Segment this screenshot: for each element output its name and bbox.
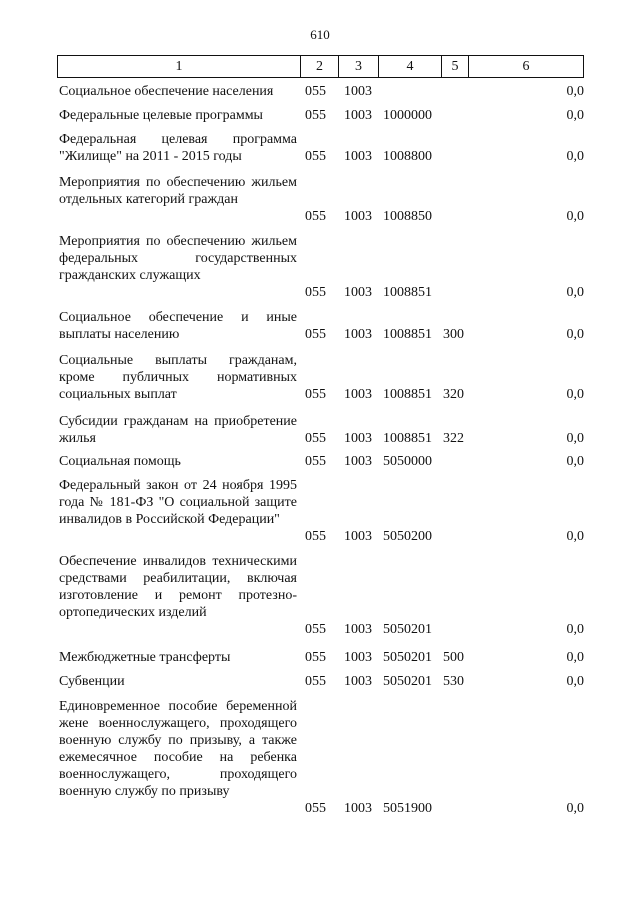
row-col-2: 055 bbox=[305, 431, 326, 446]
row-col-3: 1003 bbox=[344, 454, 372, 469]
header-col-4: 4 bbox=[379, 56, 442, 78]
row-col-6: 0,0 bbox=[566, 327, 584, 342]
row-col-3: 1003 bbox=[344, 622, 372, 637]
row-col-4: 1008800 bbox=[383, 149, 432, 164]
row-name: Единовременное пособие беременной жене военнослужащего, проходящего военную службу по призыву, а также ежемесячное пособие на ребенка военнослужащего, проходящего военную службу по призыву bbox=[59, 699, 297, 799]
table-row bbox=[0, 649, 640, 666]
table-row bbox=[0, 553, 640, 638]
row-col-3: 1003 bbox=[344, 650, 372, 665]
row-col-6: 0,0 bbox=[566, 529, 584, 544]
row-col-6: 0,0 bbox=[566, 674, 584, 689]
row-col-4: 5051900 bbox=[383, 801, 432, 816]
row-col-3: 1003 bbox=[344, 387, 372, 402]
page-number: 610 bbox=[310, 27, 330, 42]
column-header-table bbox=[57, 55, 584, 78]
table-row bbox=[0, 233, 640, 301]
row-col-3: 1003 bbox=[344, 209, 372, 224]
row-name: Субвенции bbox=[59, 674, 125, 689]
row-col-6: 0,0 bbox=[566, 149, 584, 164]
header-col-6: 6 bbox=[469, 56, 584, 78]
header-col-2: 2 bbox=[301, 56, 339, 78]
table-row bbox=[0, 107, 640, 124]
row-col-6: 0,0 bbox=[566, 84, 584, 99]
row-col-6: 0,0 bbox=[566, 622, 584, 637]
row-name: Обеспечение инвалидов техническими средствами реабилитации, включая изготовление и ремонт протезно-ортопедических изделий bbox=[59, 554, 297, 620]
row-col-2: 055 bbox=[305, 209, 326, 224]
row-col-4: 5050200 bbox=[383, 529, 432, 544]
row-col-2: 055 bbox=[305, 454, 326, 469]
row-col-4: 5050201 bbox=[383, 674, 432, 689]
row-col-4: 1008851 bbox=[383, 387, 432, 402]
row-name: Федеральные целевые программы bbox=[59, 108, 263, 123]
table-row bbox=[0, 413, 640, 447]
row-col-2: 055 bbox=[305, 529, 326, 544]
row-col-6: 0,0 bbox=[566, 285, 584, 300]
row-col-3: 1003 bbox=[344, 674, 372, 689]
table-row bbox=[0, 673, 640, 690]
table-row bbox=[0, 83, 640, 100]
row-col-4: 1008851 bbox=[383, 431, 432, 446]
row-col-3: 1003 bbox=[344, 431, 372, 446]
row-col-2: 055 bbox=[305, 650, 326, 665]
row-col-3: 1003 bbox=[344, 327, 372, 342]
row-col-2: 055 bbox=[305, 285, 326, 300]
row-name: Межбюджетные трансферты bbox=[59, 650, 231, 665]
row-col-4: 5050201 bbox=[383, 650, 432, 665]
row-col-3: 1003 bbox=[344, 801, 372, 816]
table-row bbox=[0, 131, 640, 165]
row-col-2: 055 bbox=[305, 327, 326, 342]
table-row bbox=[0, 698, 640, 817]
row-col-4: 1008851 bbox=[383, 327, 432, 342]
table-row bbox=[0, 453, 640, 470]
row-col-2: 055 bbox=[305, 674, 326, 689]
row-col-3: 1003 bbox=[344, 529, 372, 544]
row-name: Федеральный закон от 24 ноября 1995 года № 181-ФЗ "О социальной защите инвалидов в Российской Федерации" bbox=[59, 478, 297, 527]
row-name: Мероприятия по обеспечению жильем отдельных категорий граждан bbox=[59, 175, 297, 207]
table-row bbox=[0, 477, 640, 545]
row-col-4: 1000000 bbox=[383, 108, 432, 123]
row-col-6: 0,0 bbox=[566, 650, 584, 665]
row-col-2: 055 bbox=[305, 622, 326, 637]
row-col-4: 1008851 bbox=[383, 285, 432, 300]
row-col-5: 320 bbox=[443, 387, 464, 402]
row-col-6: 0,0 bbox=[566, 454, 584, 469]
row-col-6: 0,0 bbox=[566, 431, 584, 446]
table-row bbox=[0, 174, 640, 225]
row-col-3: 1003 bbox=[344, 285, 372, 300]
row-col-2: 055 bbox=[305, 149, 326, 164]
row-col-4: 5050000 bbox=[383, 454, 432, 469]
row-col-5: 500 bbox=[443, 650, 464, 665]
row-col-6: 0,0 bbox=[566, 387, 584, 402]
table-row bbox=[0, 352, 640, 403]
row-name: Мероприятия по обеспечению жильем федеральных государственных гражданских служащих bbox=[59, 234, 297, 283]
row-col-6: 0,0 bbox=[566, 209, 584, 224]
row-col-6: 0,0 bbox=[566, 801, 584, 816]
row-name: Федеральная целевая программа "Жилище" на 2011 - 2015 годы bbox=[59, 132, 297, 164]
row-col-5: 322 bbox=[443, 431, 464, 446]
row-name: Субсидии гражданам на приобретение жилья bbox=[59, 414, 297, 446]
row-col-2: 055 bbox=[305, 84, 326, 99]
row-name: Социальные выплаты гражданам, кроме публичных нормативных социальных выплат bbox=[59, 353, 297, 402]
header-col-5: 5 bbox=[442, 56, 469, 78]
row-col-3: 1003 bbox=[344, 84, 372, 99]
row-col-3: 1003 bbox=[344, 108, 372, 123]
table-row bbox=[0, 309, 640, 343]
row-col-3: 1003 bbox=[344, 149, 372, 164]
row-name: Социальная помощь bbox=[59, 454, 181, 469]
header-col-3: 3 bbox=[339, 56, 379, 78]
row-col-2: 055 bbox=[305, 387, 326, 402]
row-col-2: 055 bbox=[305, 108, 326, 123]
row-name: Социальное обеспечение и иные выплаты населению bbox=[59, 310, 297, 342]
row-col-5: 300 bbox=[443, 327, 464, 342]
row-col-4: 1008850 bbox=[383, 209, 432, 224]
row-col-4: 5050201 bbox=[383, 622, 432, 637]
row-name: Социальное обеспечение населения bbox=[59, 84, 274, 99]
row-col-6: 0,0 bbox=[566, 108, 584, 123]
row-col-2: 055 bbox=[305, 801, 326, 816]
header-col-1: 1 bbox=[58, 56, 301, 78]
row-col-5: 530 bbox=[443, 674, 464, 689]
